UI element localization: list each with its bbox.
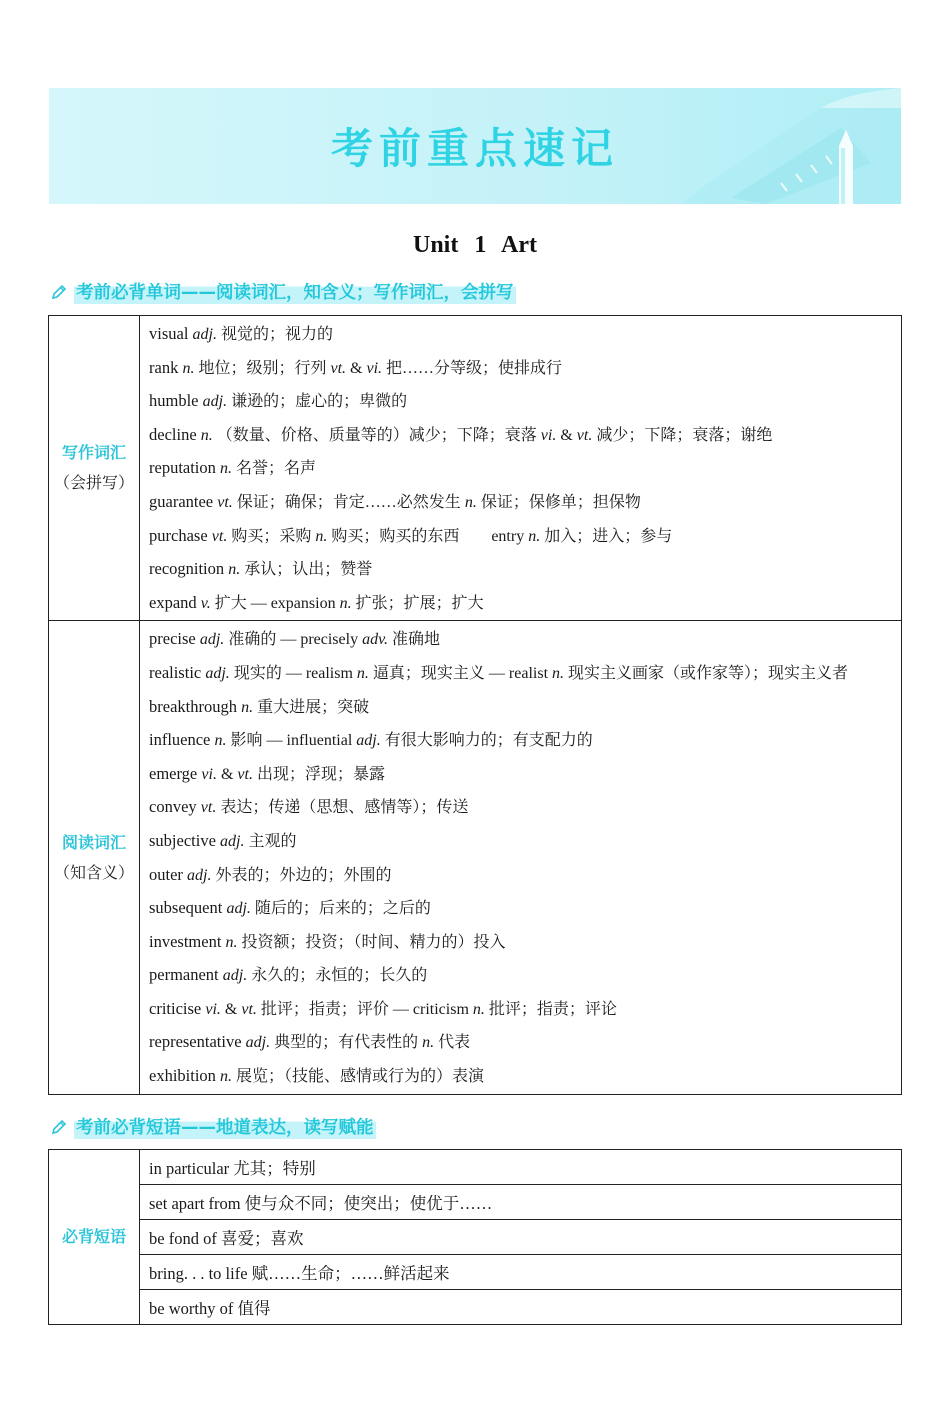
section-heading-text: 考前必背单词——阅读词汇，知含义；写作词汇，会拼写 xyxy=(74,279,516,304)
reading-entries xyxy=(140,621,902,1094)
list-item: humble adj. 谦逊的；虚心的；卑微的 xyxy=(149,391,408,411)
table-row xyxy=(49,1220,902,1255)
category-cell-phrases xyxy=(49,1150,140,1325)
category-label: 阅读词汇 xyxy=(61,832,126,852)
category-label: 必背短语 xyxy=(61,1227,126,1246)
list-item: investment n. 投资额；投资；（时间、精力的）投入 xyxy=(149,931,506,951)
list-item: subjective adj. 主观的 xyxy=(149,830,297,850)
list-item: convey vt. 表达；传递（思想、感情等）；传送 xyxy=(149,797,469,817)
list-item: rank n. 地位；级别；行列 vt. & vi. 把……分等级；使排成行 xyxy=(149,357,563,377)
list-item: representative adj. 典型的；有代表性的 n. 代表 xyxy=(149,1032,471,1052)
table-row xyxy=(49,1150,902,1185)
category-subtitle: （会拼写） xyxy=(53,473,134,493)
list-item: precise adj. 准确的 — precisely adv. 准确地 xyxy=(149,629,441,649)
list-item: reputation n. 名誉；名声 xyxy=(149,458,317,478)
section-heading-phrases xyxy=(50,1114,376,1139)
list-item: guarantee vt. 保证；确保；肯定……必然发生 n. 保证；保修单；担保物 xyxy=(149,491,641,511)
table-row xyxy=(49,1255,902,1290)
section-heading-words xyxy=(50,279,516,304)
category-cell-reading xyxy=(49,621,140,1094)
list-item: purchase vt. 购买；采购 n. 购买；购买的东西 entry n. 加入；进入；参与 xyxy=(149,525,673,545)
list-item: outer adj. 外表的；外边的；外围的 xyxy=(149,864,392,884)
list-item: be worthy of 值得 xyxy=(140,1290,902,1325)
category-cell-writing xyxy=(49,316,140,621)
writing-entries xyxy=(140,316,902,621)
category-label: 写作词汇 xyxy=(61,443,126,463)
phrases-table xyxy=(48,1149,902,1325)
unit-title: Unit 1 Art xyxy=(413,232,537,258)
list-item: subsequent adj. 随后的；后来的；之后的 xyxy=(149,898,431,918)
list-item: recognition n. 承认；认出；赞誉 xyxy=(149,559,373,579)
list-item: influence n. 影响 — influential adj. 有很大影响力的；有支配力的 xyxy=(149,730,593,750)
table-row xyxy=(49,316,902,621)
table-row xyxy=(49,621,902,1094)
banner-title: 考前重点速记 xyxy=(330,124,619,173)
list-item: permanent adj. 永久的；永恒的；长久的 xyxy=(149,965,428,985)
list-item: bring. . . to life 赋……生命；……鲜活起来 xyxy=(140,1255,902,1290)
list-item: expand v. 扩大 — expansion n. 扩张；扩展；扩大 xyxy=(149,592,484,612)
section-heading-text: 考前必背短语——地道表达，读写赋能 xyxy=(74,1114,376,1139)
header-banner xyxy=(49,88,901,204)
list-item: exhibition n. 展览；（技能、感情或行为的）表演 xyxy=(149,1066,485,1086)
table-row xyxy=(49,1185,902,1220)
list-item: in particular 尤其；特别 xyxy=(140,1150,902,1185)
list-item: breakthrough n. 重大进展；突破 xyxy=(149,696,370,716)
list-item: emerge vi. & vt. 出现；浮现；暴露 xyxy=(149,763,385,783)
list-item: be fond of 喜爱；喜欢 xyxy=(140,1220,902,1255)
pencil-icon xyxy=(50,283,68,301)
pencil-icon xyxy=(50,1118,68,1136)
vocabulary-table xyxy=(48,315,902,1095)
list-item: realistic adj. 现实的 — realism n. 逼真；现实主义 — realist n. 现实主义画家（或作家等）；现实主义者 xyxy=(149,662,849,682)
list-item: visual adj. 视觉的；视力的 xyxy=(149,324,334,343)
category-subtitle: （知含义） xyxy=(53,862,134,882)
table-row xyxy=(49,1290,902,1325)
list-item: set apart from 使与众不同；使突出；使优于…… xyxy=(140,1185,902,1220)
list-item: decline n. （数量、价格、质量等的）减少；下降；衰落 vi. & vt. 减少；下降；衰落；谢绝 xyxy=(149,424,773,444)
list-item: criticise vi. & vt. 批评；指责；评价 — criticism n. 批评；指责；评论 xyxy=(149,998,617,1018)
